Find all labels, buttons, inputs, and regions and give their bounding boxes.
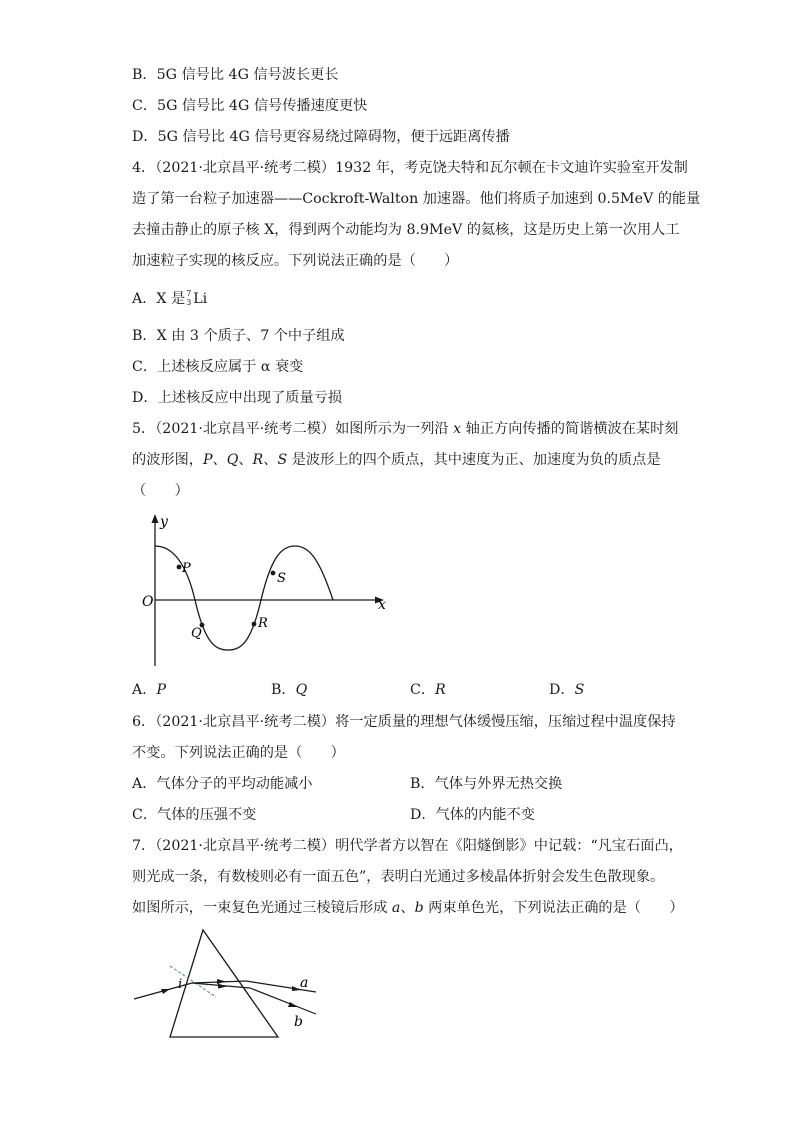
q7-text: 如图所示，一束复色光通过三棱镜后形成 [132,900,392,916]
point-p [177,565,182,570]
q5-option-d [549,680,584,700]
q7-text: 两束单色光，下列说法正确的是（ ） [423,900,684,916]
q5-option-c-value: R [435,682,446,698]
q5-stem-line-1 [132,419,678,439]
q6-option-a: A．气体分子的平均动能减小 [132,776,313,792]
q4-option-a [132,289,207,309]
q5-option-b [271,680,307,700]
q5-text: 是波形上的四个质点，其中速度为正、加速度为负的质点是 [287,452,661,468]
x-axis-label: x [378,597,386,613]
wave-graph [130,508,395,673]
q7-stem-line-3 [132,898,684,918]
q5-sep: 、 [238,452,253,468]
nuclide-symbol: Li [193,291,208,307]
q7-var-a: a [391,900,401,916]
q4-option-d: D．上述核反应中出现了质量亏损 [132,390,343,406]
q5-option-a [132,680,166,700]
nuclide-mass-number: 7 [186,289,192,298]
point-r-label: R [258,616,268,631]
prev-option-b: B．5G 信号比 4G 信号波长更长 [132,67,339,83]
q5-option-d-value: S [574,682,585,698]
q5-var-r: R [252,452,264,468]
q6-stem-line-2: 不变。下列说法正确的是（ ） [132,745,345,761]
y-axis-label: y [160,514,168,530]
q5-var-x: x [453,421,462,437]
q5-text: 轴正方向传播的简谐横波在某时刻 [461,421,679,437]
q5-option-a-label: A． [132,682,157,698]
y-axis-arrow [152,514,159,523]
q4-stem-line-2: 造了第一台粒子加速器——Cockroft-Walton 加速器。他们将质子加速到 0.5MeV 的能量 [132,191,701,207]
incident-arrow [161,989,170,994]
prism-diagram [130,925,330,1045]
point-p-label: P [182,561,191,576]
point-q-label: Q [191,626,202,641]
q6-option-b: B．气体与外界无热交换 [410,776,563,792]
q4-stem-line-3: 去撞击静止的原子核 X，得到两个动能均为 8.9MeV 的氦核，这是历史上第一次用人工 [132,222,680,238]
q4-stem-line-4: 加速粒子实现的核反应。下列说法正确的是（ ） [132,253,459,269]
prev-option-c: C．5G 信号比 4G 信号传播速度更快 [132,98,368,114]
q5-option-b-label: B． [271,682,296,698]
normal-line [170,966,216,997]
nuclide-charge-number: 3 [186,298,192,307]
q4-option-b: B．X 由 3 个质子、7 个中子组成 [132,328,345,344]
q5-option-c [410,680,446,700]
ray-b-label: b [294,1014,303,1030]
q6-stem-line-1: 6．（2021·北京昌平·统考二模）将一定质量的理想气体缓慢压缩，压缩过程中温度保持 [132,714,676,730]
q5-stem-line-3: （ ） [132,483,189,499]
prev-option-d: D．5G 信号比 4G 信号更容易绕过障碍物，便于远距离传播 [132,129,510,145]
q7-stem-line-2: 则光成一条，有数棱则必有一面五色”，表明白光通过多棱晶体折射会发生色散现象。 [132,869,665,885]
refracted-arrow-a [217,979,226,984]
q5-sep: 、 [263,452,278,468]
q5-sep: 、 [212,452,227,468]
point-r [252,622,257,627]
nuclide-notation [185,289,193,309]
q6-option-c: C．气体的压强不变 [132,807,257,823]
q4-stem-line-1: 4．（2021·北京昌平·统考二模）1932 年，考克饶夫特和瓦尔顿在卡文迪许实验室开发制 [132,160,688,176]
q5-text: 的波形图， [132,452,203,468]
q5-option-b-value: Q [295,682,308,698]
origin-label: O [142,594,154,610]
q7-var-b: b [414,900,424,916]
q5-stem-line-2 [132,450,661,470]
q7-sep: 、 [400,900,415,916]
q4-option-c: C．上述核反应属于 α 衰变 [132,359,304,375]
q7-stem-line-1: 7．（2021·北京昌平·统考二模）明代学者方以智在《阳燧倒影》中记载：“凡宝石面凸， [132,838,683,854]
q5-option-d-label: D． [549,682,575,698]
emerging-arrow-b [288,1002,298,1007]
point-s-label: S [277,571,286,586]
q4-option-a-text: A．X 是 [132,291,186,307]
q5-option-c-label: C． [410,682,436,698]
angle-i-label: i [178,977,183,992]
point-s [271,571,276,576]
q5-option-a-value: P [156,682,166,698]
q6-option-d: D．气体的内能不变 [410,807,535,823]
q5-var-p: P [202,452,213,468]
q5-var-q: Q [226,452,239,468]
q5-text: 5．（2021·北京昌平·统考二模）如图所示为一列沿 [132,421,454,437]
ray-a-label: a [300,975,309,991]
q5-var-s: S [277,452,288,468]
